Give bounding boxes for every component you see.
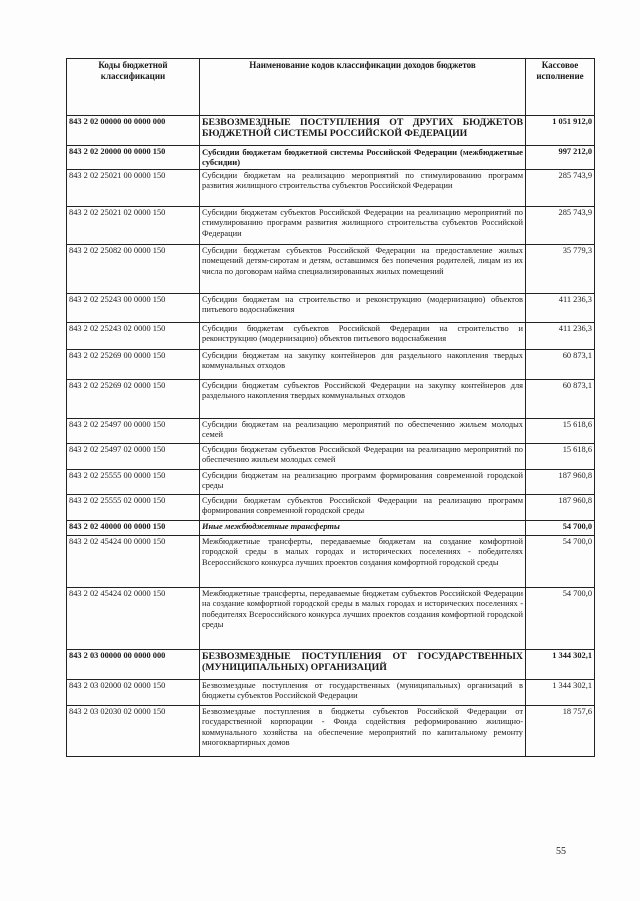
row-sum: 997 212,0 bbox=[526, 146, 595, 170]
table-row bbox=[67, 380, 595, 419]
row-name: Субсидии бюджетам на реализацию программ формирования современной городской среды bbox=[200, 470, 526, 495]
table-row bbox=[67, 588, 595, 650]
row-sum: 54 700,0 bbox=[526, 521, 595, 536]
table-row bbox=[67, 444, 595, 470]
table-row bbox=[67, 706, 595, 757]
row-code: 843 2 02 25269 00 0000 150 bbox=[67, 350, 200, 380]
table-row bbox=[67, 536, 595, 588]
table-header-row bbox=[67, 59, 595, 116]
table-row bbox=[67, 245, 595, 294]
row-name: Субсидии бюджетам бюджетной системы Российской Федерации (межбюджетные субсидии) bbox=[200, 146, 526, 170]
table-row bbox=[67, 495, 595, 521]
row-code: 843 2 02 25243 02 0000 150 bbox=[67, 323, 200, 350]
row-sum: 18 757,6 bbox=[526, 706, 595, 757]
row-sum: 1 344 302,1 bbox=[526, 680, 595, 706]
row-sum: 187 960,8 bbox=[526, 495, 595, 521]
row-sum: 15 618,6 bbox=[526, 444, 595, 470]
row-sum: 1 344 302,1 bbox=[526, 650, 595, 680]
header-sum: Кассовое исполнение bbox=[526, 59, 595, 116]
table-row bbox=[67, 470, 595, 495]
row-code: 843 2 02 25497 00 0000 150 bbox=[67, 419, 200, 444]
row-code: 843 2 02 00000 00 0000 000 bbox=[67, 116, 200, 146]
row-sum: 187 960,8 bbox=[526, 470, 595, 495]
row-code: 843 2 02 25555 02 0000 150 bbox=[67, 495, 200, 521]
row-code: 843 2 03 02030 02 0000 150 bbox=[67, 706, 200, 757]
row-name: Субсидии бюджетам на закупку контейнеров для раздельного накопления твердых коммунальных отходов bbox=[200, 350, 526, 380]
row-name: Безвозмездные поступления в бюджеты субъектов Российской Федерации от государственной корпорации - Фонда содействия реформированию жилищно-коммунального хозяйства на обеспечение мероприятий по капитальному ремонту многоквартирных домов bbox=[200, 706, 526, 757]
row-sum: 54 700,0 bbox=[526, 588, 595, 650]
row-sum: 411 236,3 bbox=[526, 323, 595, 350]
row-name: Субсидии бюджетам на реализацию мероприятий по обеспечению жильем молодых семей bbox=[200, 419, 526, 444]
header-code: Коды бюджетной классификации bbox=[67, 59, 200, 116]
table-row bbox=[67, 146, 595, 170]
row-code: 843 2 02 20000 00 0000 150 bbox=[67, 146, 200, 170]
row-sum: 54 700,0 bbox=[526, 536, 595, 588]
row-name: Иные межбюджетные трансферты bbox=[200, 521, 526, 536]
table-row bbox=[67, 207, 595, 245]
page-number: 55 bbox=[556, 846, 566, 857]
row-code: 843 2 02 25497 02 0000 150 bbox=[67, 444, 200, 470]
row-name: Субсидии бюджетам субъектов Российской Федерации на предоставление жилых помещений детям-сиротам и детям, оставшимся без попечения родителей, лицам из их числа по договорам найма специализированных жилых помещений bbox=[200, 245, 526, 294]
row-code: 843 2 02 40000 00 0000 150 bbox=[67, 521, 200, 536]
row-sum: 1 051 912,0 bbox=[526, 116, 595, 146]
row-name: Субсидии бюджетам на реализацию мероприятий по стимулированию программ развития жилищного строительства субъектов Российской Федерации bbox=[200, 170, 526, 207]
row-code: 843 2 02 25082 00 0000 150 bbox=[67, 245, 200, 294]
table-row bbox=[67, 650, 595, 680]
row-name: Субсидии бюджетам субъектов Российской Федерации на строительство и реконструкцию (модернизацию) объектов питьевого водоснабжения bbox=[200, 323, 526, 350]
table-row bbox=[67, 170, 595, 207]
table-row bbox=[67, 680, 595, 706]
row-name: Субсидии бюджетам субъектов Российской Федерации на реализацию мероприятий по стимулированию программ развития жилищного строительства субъектов Российской Федерации bbox=[200, 207, 526, 245]
row-sum: 411 236,3 bbox=[526, 294, 595, 323]
row-sum: 285 743,9 bbox=[526, 170, 595, 207]
budget-revenue-table bbox=[66, 58, 595, 757]
table-row bbox=[67, 350, 595, 380]
row-code: 843 2 02 25269 02 0000 150 bbox=[67, 380, 200, 419]
row-name: Субсидии бюджетам на строительство и реконструкцию (модернизацию) объектов питьевого водоснабжения bbox=[200, 294, 526, 323]
row-code: 843 2 02 25021 02 0000 150 bbox=[67, 207, 200, 245]
table-row bbox=[67, 116, 595, 146]
table-row bbox=[67, 294, 595, 323]
row-name: Субсидии бюджетам субъектов Российской Федерации на закупку контейнеров для раздельного накопления твердых коммунальных отходов bbox=[200, 380, 526, 419]
row-sum: 35 779,3 bbox=[526, 245, 595, 294]
row-name: Субсидии бюджетам субъектов Российской Федерации на реализацию мероприятий по обеспечению жильем молодых семей bbox=[200, 444, 526, 470]
row-code: 843 2 02 45424 02 0000 150 bbox=[67, 588, 200, 650]
table-row bbox=[67, 419, 595, 444]
row-sum: 60 873,1 bbox=[526, 350, 595, 380]
row-name: Межбюджетные трансферты, передаваемые бюджетам на создание комфортной городской среды в малых городах и исторических поселениях - победителях Всероссийского конкурса лучших проектов создания комфортной городской среды bbox=[200, 536, 526, 588]
row-sum: 60 873,1 bbox=[526, 380, 595, 419]
table-row bbox=[67, 323, 595, 350]
header-name: Наименование кодов классификации доходов бюджетов bbox=[200, 59, 526, 116]
row-code: 843 2 02 45424 00 0000 150 bbox=[67, 536, 200, 588]
table-row bbox=[67, 521, 595, 536]
row-code: 843 2 03 02000 02 0000 150 bbox=[67, 680, 200, 706]
row-code: 843 2 02 25555 00 0000 150 bbox=[67, 470, 200, 495]
row-code: 843 2 02 25021 00 0000 150 bbox=[67, 170, 200, 207]
row-name: БЕЗВОЗМЕЗДНЫЕ ПОСТУПЛЕНИЯ ОТ ДРУГИХ БЮДЖЕТОВ БЮДЖЕТНОЙ СИСТЕМЫ РОССИЙСКОЙ ФЕДЕРАЦИИ bbox=[200, 116, 526, 146]
row-sum: 285 743,9 bbox=[526, 207, 595, 245]
row-name: Безвозмездные поступления от государственных (муниципальных) организаций в бюджеты субъектов Российской Федерации bbox=[200, 680, 526, 706]
row-code: 843 2 03 00000 00 0000 000 bbox=[67, 650, 200, 680]
row-sum: 15 618,6 bbox=[526, 419, 595, 444]
row-code: 843 2 02 25243 00 0000 150 bbox=[67, 294, 200, 323]
row-name: Межбюджетные трансферты, передаваемые бюджетам субъектов Российской Федерации на создание комфортной городской среды в малых городах и исторических поселениях - победителях Всероссийского конкурса лучших проектов создания комфортной городской среды bbox=[200, 588, 526, 650]
row-name: БЕЗВОЗМЕЗДНЫЕ ПОСТУПЛЕНИЯ ОТ ГОСУДАРСТВЕННЫХ (МУНИЦИПАЛЬНЫХ) ОРГАНИЗАЦИЙ bbox=[200, 650, 526, 680]
row-name: Субсидии бюджетам субъектов Российской Федерации на реализацию программ формирования современной городской среды bbox=[200, 495, 526, 521]
